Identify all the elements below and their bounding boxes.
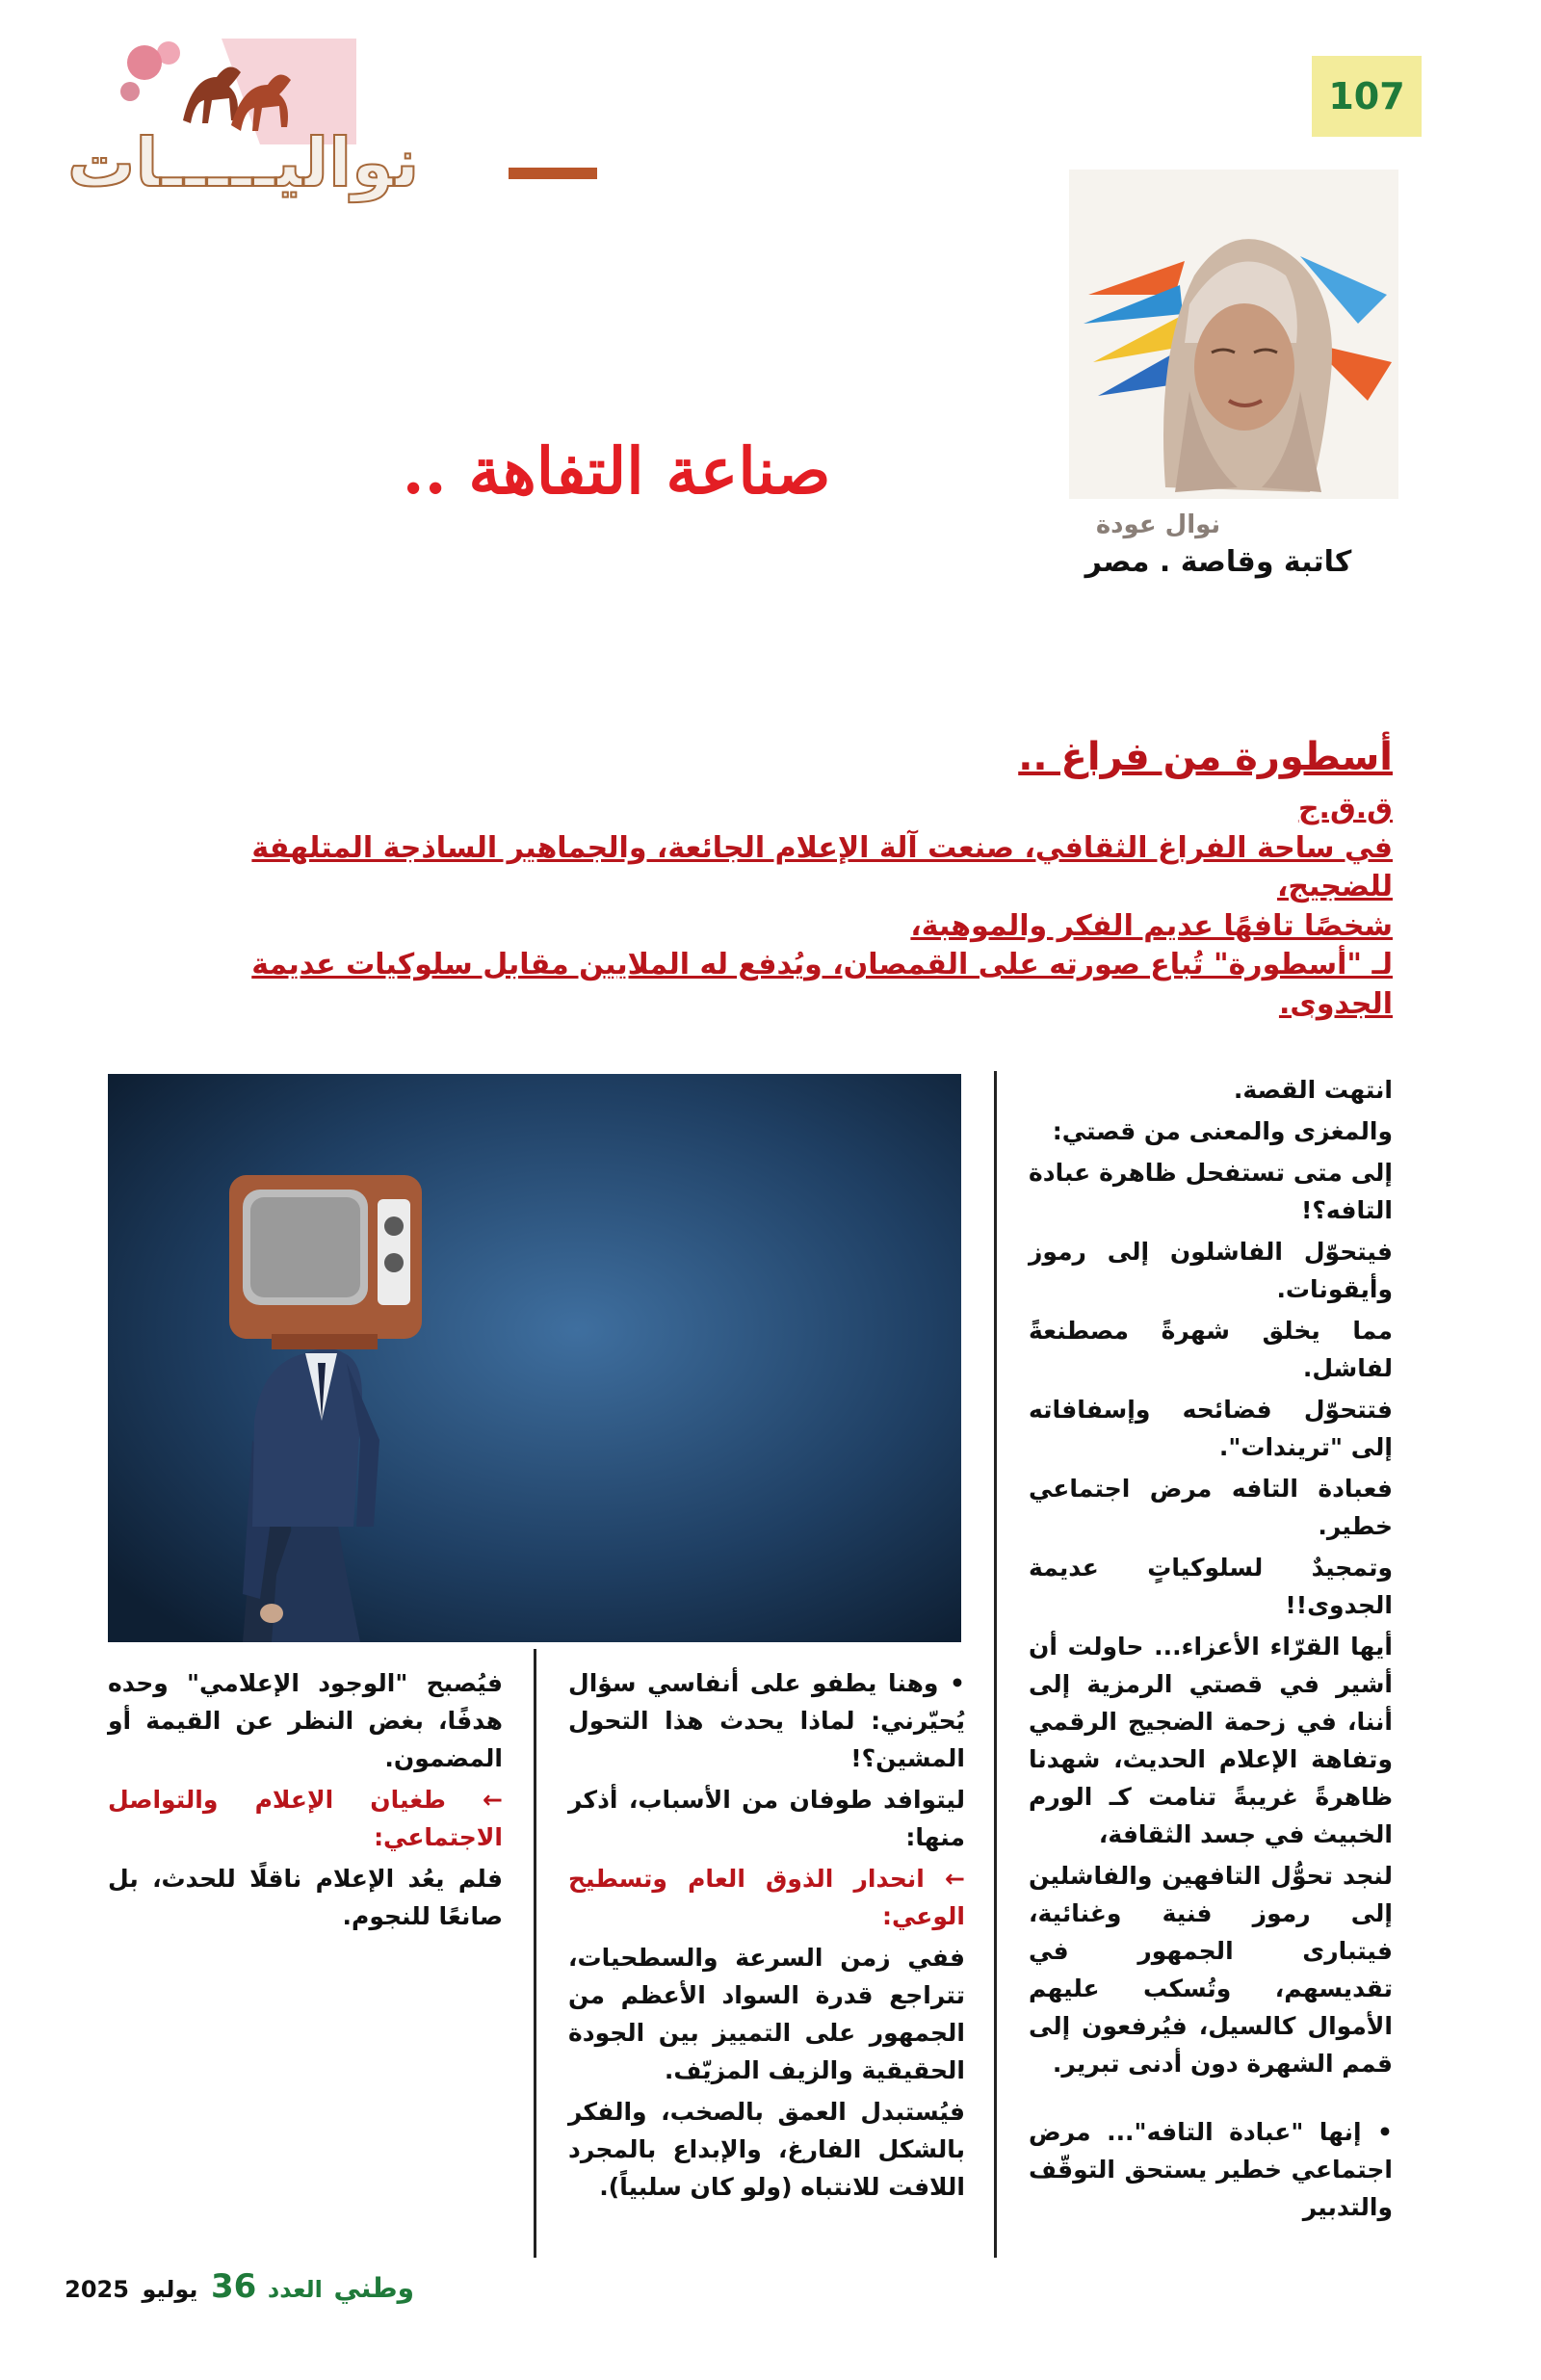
column-divider-left	[534, 1649, 536, 2258]
paragraph: مما يخلق شهرةً مصطنعةً لفاشل.	[1029, 1317, 1393, 1382]
paragraph: ففي زمن السرعة والسطحيات، تتراجع قدرة السواد الأعظم من الجمهور على التمييز بين الجودة الحقيقية والزيف المزيّف.	[568, 1944, 965, 2084]
paragraph: فيُستبدل العمق بالصخب، والفكر بالشكل الفارغ، والإبداع بالمجرد اللافت للانتباه (ولو كان سلبياً).	[568, 2098, 965, 2201]
column-divider-right	[994, 1071, 997, 2258]
paragraph: • وهنا يطفو على أنفاسي سؤال يُحيّرني: لماذا يحدث هذا التحول المشين؟!	[568, 1669, 965, 1772]
paragraph: انتهت القصة.	[1233, 1076, 1393, 1104]
author-portrait	[1069, 170, 1398, 499]
issue-label: العدد	[267, 2276, 323, 2303]
intro-heading: أسطورة من فراغ ..	[1018, 735, 1393, 779]
intro-line: شخصًا تافهًا عديم الفكر والموهبة،	[910, 908, 1393, 943]
paragraph: • إنها "عبادة التافه"... مرض اجتماعي خطير يستحق التوقّف والتدبير	[1029, 2118, 1393, 2221]
intro-block	[144, 732, 1393, 1024]
author-name: نوال عودة	[1095, 510, 1221, 539]
section-name: نواليـــــات	[67, 123, 420, 202]
paragraph: فعبادة التافه مرض اجتماعي خطير.	[1029, 1475, 1393, 1540]
intro-line: لـ "أسطورة" تُباع صورته على القمصان، ويُدفع له الملايين مقابل سلوكيات عديمة الجدوى.	[251, 948, 1393, 1021]
paragraph: لنجد تحوُّل التافهين والفاشلين إلى رموز فنية وغنائية، فيتبارى الجمهور في تقديسهم، وتُسكب عليهم الأموال كالسيل، فيُرفعون إلى قمم الشهرة دون أدنى تبرير.	[1029, 1862, 1393, 2078]
paragraph: ليتوافد طوفان من الأسباب، أذكر منها:	[568, 1786, 965, 1851]
column-middle	[568, 1664, 965, 2210]
column-right	[1029, 1071, 1393, 2230]
intro-subheading: ق.ق.ج	[1297, 792, 1393, 825]
author-role: كاتبة وقاصة . مصر	[1084, 545, 1352, 579]
magazine-name: وطني	[333, 2272, 414, 2304]
article-title: صناعة التفاهة ..	[402, 433, 831, 509]
page-number: 107	[1312, 56, 1422, 137]
issue-number: 36	[211, 2267, 257, 2306]
subsection-heading: ← طغيان الإعلام والتواصل الاجتماعي:	[108, 1786, 503, 1851]
issue-year: 2025	[65, 2276, 129, 2303]
subsection-heading: ← انحدار الذوق العام وتسطيح الوعي:	[568, 1865, 965, 1930]
paragraph: والمغزى والمعنى من قصتي:	[1052, 1117, 1393, 1145]
paragraph: فيُصبح "الوجود الإعلامي" وحده هدفًا، بغض النظر عن القيمة أو المضمون.	[108, 1669, 503, 1772]
tv-head-man-photo	[108, 1074, 961, 1642]
column-left	[108, 1664, 503, 1939]
paragraph: وتمجيدٌ لسلوكياتٍ عديمة الجدوى!!	[1029, 1554, 1393, 1619]
paragraph: فتتحوّل فضائحه وإسفافاته إلى "تريندات".	[1029, 1396, 1393, 1461]
page-footer	[67, 2267, 414, 2306]
paragraph: إلى متى تستفحل ظاهرة عبادة التافه؟!	[1029, 1159, 1393, 1224]
brand-underline	[509, 168, 597, 179]
paragraph: فيتحوّل الفاشلون إلى رموز وأيقونات.	[1029, 1238, 1393, 1303]
paragraph: أيها القرّاء الأعزاء... حاولت أن أشير في قصتي الرمزية إلى أننا، في زحمة الضجيج الرقمي وتفاهة الإعلام الحديث، شهدنا ظاهرةً غريبةً تنامت كـ الورم الخبيث في جسد الثقافة،	[1029, 1633, 1393, 1848]
intro-line: في ساحة الفراغ الثقافي، صنعت آلة الإعلام الجائعة، والجماهير الساذجة المتلهفة للضجيج،	[251, 830, 1393, 903]
paragraph: فلم يعُد الإعلام ناقلًا للحدث، بل صانعًا للنجوم.	[108, 1865, 503, 1930]
issue-month: يوليو	[142, 2276, 198, 2303]
section-brand	[29, 39, 588, 202]
